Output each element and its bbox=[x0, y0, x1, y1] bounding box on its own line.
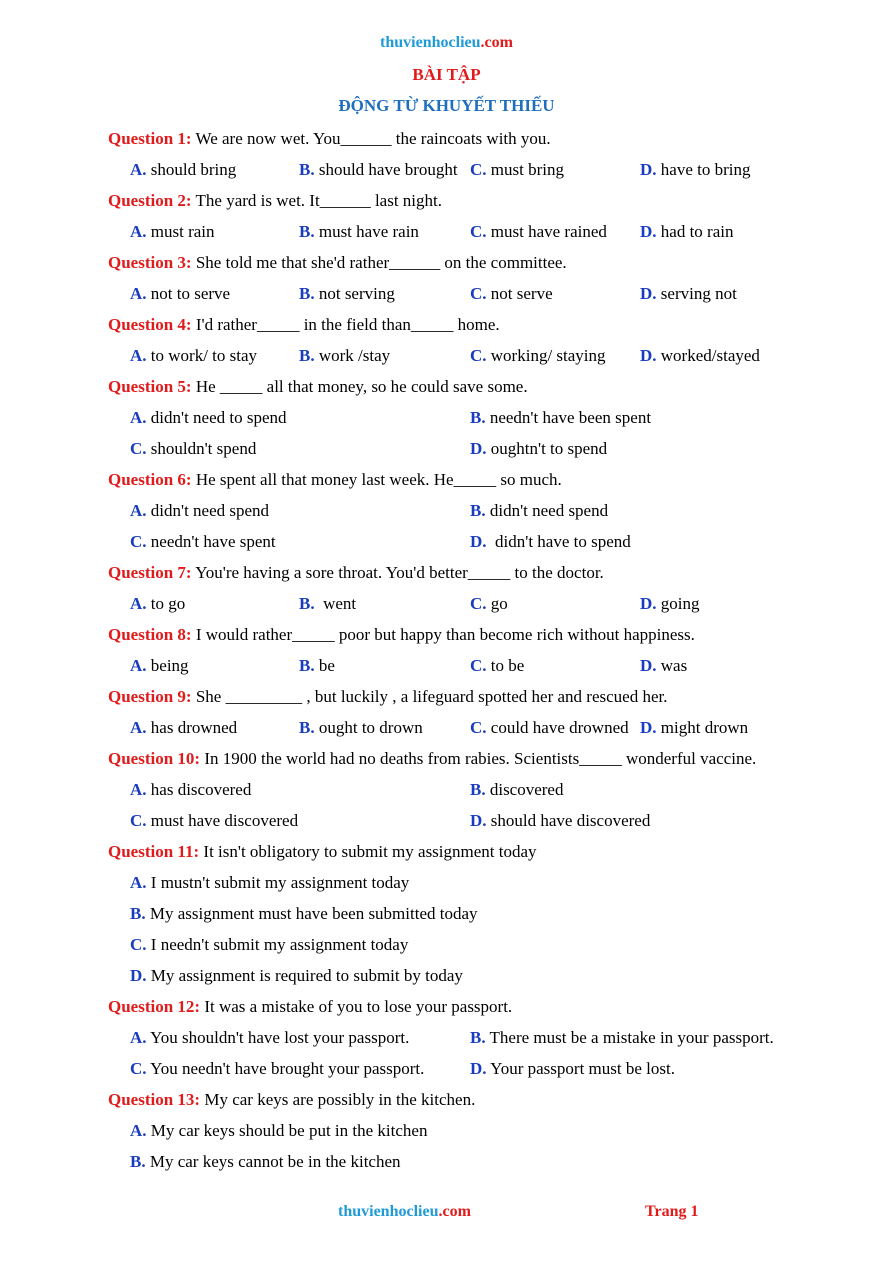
question-number: Question 1: bbox=[108, 129, 192, 148]
option-text: have to bring bbox=[656, 160, 751, 179]
answer-option bbox=[470, 530, 631, 554]
answer-option bbox=[130, 220, 215, 244]
answer-option bbox=[130, 592, 185, 616]
answer-options-row bbox=[108, 592, 868, 623]
option-letter: C. bbox=[130, 935, 147, 954]
option-letter: B. bbox=[470, 780, 486, 799]
option-text: being bbox=[146, 656, 189, 675]
option-letter: D. bbox=[470, 532, 487, 551]
option-text: My assignment is required to submit by today bbox=[146, 966, 463, 985]
brand-name: thuvienhoclieu bbox=[380, 34, 481, 51]
answer-option bbox=[299, 282, 395, 306]
option-letter: B. bbox=[470, 1028, 486, 1047]
answer-option bbox=[470, 654, 524, 678]
question-text: I would rather_____ poor but happy than become rich without happiness. bbox=[191, 625, 695, 644]
answer-option bbox=[130, 158, 236, 182]
question-text: It isn't obligatory to submit my assignment today bbox=[199, 842, 537, 861]
header-site-brand bbox=[0, 34, 893, 52]
option-letter: B. bbox=[299, 222, 315, 241]
option-letter: A. bbox=[130, 780, 147, 799]
answer-options-row bbox=[108, 220, 868, 251]
option-letter: D. bbox=[470, 811, 487, 830]
answer-option bbox=[470, 499, 608, 523]
answer-option bbox=[130, 437, 256, 461]
option-letter: C. bbox=[470, 346, 487, 365]
answer-option bbox=[130, 778, 251, 802]
option-text: must have rained bbox=[486, 222, 607, 241]
option-letter: C. bbox=[130, 532, 147, 551]
answer-option bbox=[470, 282, 553, 306]
question-text: The yard is wet. It______ last night. bbox=[191, 191, 442, 210]
answer-option bbox=[470, 716, 629, 740]
option-letter: C. bbox=[130, 811, 147, 830]
option-text: My car keys should be put in the kitchen bbox=[146, 1121, 428, 1140]
answer-option bbox=[130, 902, 478, 926]
footer-brand-tld: .com bbox=[438, 1203, 471, 1220]
answer-options-row bbox=[108, 1150, 868, 1181]
answer-option bbox=[470, 220, 607, 244]
option-text: work /stay bbox=[314, 346, 391, 365]
option-letter: D. bbox=[470, 439, 487, 458]
option-letter: A. bbox=[130, 160, 147, 179]
option-letter: D. bbox=[130, 966, 147, 985]
answer-option bbox=[470, 158, 564, 182]
answer-option bbox=[299, 654, 335, 678]
question-text: He _____ all that money, so he could save some. bbox=[191, 377, 528, 396]
option-text: must have rain bbox=[314, 222, 419, 241]
answer-option bbox=[640, 592, 700, 616]
answer-option bbox=[640, 716, 748, 740]
option-text: go bbox=[486, 594, 508, 613]
question-text: She _________ , but luckily , a lifeguard spotted her and rescued her. bbox=[191, 687, 668, 706]
answer-option bbox=[299, 220, 419, 244]
answer-options-row bbox=[108, 716, 868, 747]
answer-option bbox=[130, 964, 463, 988]
answer-option bbox=[130, 1119, 427, 1143]
answer-options-row bbox=[108, 437, 868, 468]
option-letter: B. bbox=[130, 904, 146, 923]
option-text: worked/stayed bbox=[656, 346, 760, 365]
option-letter: D. bbox=[640, 160, 657, 179]
option-text: could have drowned bbox=[486, 718, 629, 737]
option-letter: B. bbox=[470, 408, 486, 427]
answer-options-row bbox=[108, 530, 868, 561]
option-letter: A. bbox=[130, 1028, 147, 1047]
brand-tld: .com bbox=[480, 34, 513, 51]
answer-option bbox=[470, 344, 606, 368]
footer-brand-name: thuvienhoclieu bbox=[338, 1203, 439, 1220]
answer-option bbox=[640, 654, 687, 678]
question-list bbox=[108, 127, 868, 1181]
option-letter: D. bbox=[640, 718, 657, 737]
question-number: Question 7: bbox=[108, 563, 192, 582]
answer-option bbox=[640, 158, 750, 182]
option-text: Your passport must be lost. bbox=[486, 1059, 675, 1078]
option-letter: D. bbox=[640, 222, 657, 241]
option-text: didn't need spend bbox=[485, 501, 609, 520]
answer-option bbox=[470, 437, 607, 461]
question-stem bbox=[108, 623, 868, 654]
option-text: needn't have been spent bbox=[485, 408, 652, 427]
option-text: oughtn't to spend bbox=[486, 439, 608, 458]
option-text: I needn't submit my assignment today bbox=[146, 935, 409, 954]
answer-options-row bbox=[108, 964, 868, 995]
question-stem bbox=[108, 561, 868, 592]
answer-option bbox=[130, 344, 257, 368]
answer-options-row bbox=[108, 158, 868, 189]
answer-option bbox=[130, 933, 408, 957]
option-text: needn't have spent bbox=[146, 532, 276, 551]
option-letter: D. bbox=[640, 656, 657, 675]
option-text: has discovered bbox=[146, 780, 252, 799]
option-text: must bring bbox=[486, 160, 564, 179]
answer-options-row bbox=[108, 778, 868, 809]
option-text: discovered bbox=[485, 780, 564, 799]
answer-options-row bbox=[108, 1119, 868, 1150]
option-letter: C. bbox=[470, 656, 487, 675]
answer-option bbox=[130, 1150, 401, 1174]
option-letter: A. bbox=[130, 656, 147, 675]
answer-options-row bbox=[108, 933, 868, 964]
option-letter: A. bbox=[130, 284, 147, 303]
question-text: You're having a sore throat. You'd better_____ to the doctor. bbox=[191, 563, 604, 582]
question-stem bbox=[108, 375, 868, 406]
question-number: Question 4: bbox=[108, 315, 192, 334]
option-letter: A. bbox=[130, 873, 147, 892]
question-number: Question 9: bbox=[108, 687, 192, 706]
option-letter: B. bbox=[299, 656, 315, 675]
option-text: My assignment must have been submitted today bbox=[145, 904, 478, 923]
question-number: Question 6: bbox=[108, 470, 192, 489]
answer-option bbox=[640, 282, 737, 306]
answer-options-row bbox=[108, 871, 868, 902]
option-text: ought to drown bbox=[314, 718, 423, 737]
option-text: be bbox=[314, 656, 335, 675]
option-letter: C. bbox=[470, 718, 487, 737]
question-stem bbox=[108, 313, 868, 344]
option-text: My car keys cannot be in the kitchen bbox=[145, 1152, 401, 1171]
answer-options-row bbox=[108, 406, 868, 437]
option-text: to go bbox=[146, 594, 186, 613]
option-letter: C. bbox=[470, 594, 487, 613]
answer-option bbox=[130, 809, 298, 833]
option-text: went bbox=[314, 594, 357, 613]
answer-option bbox=[130, 1026, 409, 1050]
option-text: You shouldn't have lost your passport. bbox=[146, 1028, 410, 1047]
answer-options-row bbox=[108, 654, 868, 685]
answer-option bbox=[130, 406, 287, 430]
question-number: Question 2: bbox=[108, 191, 192, 210]
option-letter: B. bbox=[130, 1152, 146, 1171]
question-text: We are now wet. You______ the raincoats with you. bbox=[191, 129, 551, 148]
question-stem bbox=[108, 747, 868, 778]
option-letter: A. bbox=[130, 408, 147, 427]
question-number: Question 3: bbox=[108, 253, 192, 272]
answer-option bbox=[470, 406, 651, 430]
option-text: must rain bbox=[146, 222, 215, 241]
option-letter: B. bbox=[299, 284, 315, 303]
option-letter: B. bbox=[299, 346, 315, 365]
option-letter: A. bbox=[130, 1121, 147, 1140]
footer-site-brand bbox=[338, 1203, 471, 1221]
option-text: didn't need to spend bbox=[146, 408, 287, 427]
question-number: Question 11: bbox=[108, 842, 200, 861]
answer-options-row bbox=[108, 1057, 868, 1088]
option-letter: B. bbox=[470, 501, 486, 520]
option-letter: A. bbox=[130, 346, 147, 365]
question-stem bbox=[108, 251, 868, 282]
option-text: must have discovered bbox=[146, 811, 299, 830]
question-text: He spent all that money last week. He_____ so much. bbox=[191, 470, 562, 489]
answer-option bbox=[299, 344, 390, 368]
answer-option bbox=[130, 654, 189, 678]
option-letter: B. bbox=[299, 718, 315, 737]
answer-option bbox=[470, 592, 508, 616]
option-text: didn't need spend bbox=[146, 501, 270, 520]
option-text: serving not bbox=[656, 284, 737, 303]
option-letter: C. bbox=[130, 1059, 147, 1078]
option-letter: B. bbox=[299, 160, 315, 179]
question-stem bbox=[108, 127, 868, 158]
worksheet-title: BÀI TẬP bbox=[412, 65, 481, 84]
answer-option bbox=[640, 344, 760, 368]
question-text: In 1900 the world had no deaths from rabies. Scientists_____ wonderful vaccine. bbox=[200, 749, 757, 768]
question-number: Question 10: bbox=[108, 749, 201, 768]
worksheet-subtitle: ĐỘNG TỪ KHUYẾT THIẾU bbox=[338, 96, 555, 115]
option-letter: C. bbox=[470, 284, 487, 303]
question-stem bbox=[108, 189, 868, 220]
answer-option bbox=[470, 1026, 774, 1050]
page-number: Trang 1 bbox=[645, 1203, 699, 1220]
question-stem bbox=[108, 840, 868, 871]
answer-option bbox=[470, 809, 650, 833]
option-text: might drown bbox=[656, 718, 749, 737]
question-stem bbox=[108, 995, 868, 1026]
option-text: working/ staying bbox=[486, 346, 606, 365]
question-text: My car keys are possibly in the kitchen. bbox=[200, 1090, 476, 1109]
option-text: There must be a mistake in your passport. bbox=[485, 1028, 774, 1047]
option-text: shouldn't spend bbox=[146, 439, 257, 458]
question-stem bbox=[108, 468, 868, 499]
option-letter: C. bbox=[470, 160, 487, 179]
answer-option bbox=[130, 530, 276, 554]
answer-options-row bbox=[108, 809, 868, 840]
option-text: not serving bbox=[314, 284, 395, 303]
answer-option bbox=[130, 1057, 424, 1081]
question-stem bbox=[108, 1088, 868, 1119]
answer-option bbox=[299, 716, 423, 740]
option-letter: D. bbox=[640, 346, 657, 365]
answer-option bbox=[130, 871, 409, 895]
option-text: You needn't have brought your passport. bbox=[146, 1059, 425, 1078]
question-number: Question 12: bbox=[108, 997, 201, 1016]
answer-option bbox=[130, 499, 269, 523]
option-text: I mustn't submit my assignment today bbox=[146, 873, 410, 892]
question-number: Question 13: bbox=[108, 1090, 201, 1109]
answer-option bbox=[470, 1057, 675, 1081]
answer-options-row bbox=[108, 344, 868, 375]
option-letter: B. bbox=[299, 594, 315, 613]
option-letter: A. bbox=[130, 501, 147, 520]
answer-options-row bbox=[108, 282, 868, 313]
answer-option bbox=[470, 778, 563, 802]
answer-options-row bbox=[108, 1026, 868, 1057]
question-number: Question 8: bbox=[108, 625, 192, 644]
option-letter: C. bbox=[470, 222, 487, 241]
option-text: should have brought bbox=[314, 160, 458, 179]
option-text: to be bbox=[486, 656, 525, 675]
option-text: didn't have to spend bbox=[486, 532, 631, 551]
option-text: not serve bbox=[486, 284, 553, 303]
option-letter: C. bbox=[130, 439, 147, 458]
question-stem bbox=[108, 685, 868, 716]
answer-options-row bbox=[108, 902, 868, 933]
option-letter: D. bbox=[640, 594, 657, 613]
answer-option bbox=[640, 220, 733, 244]
option-text: has drowned bbox=[146, 718, 238, 737]
question-text: I'd rather_____ in the field than_____ home. bbox=[191, 315, 500, 334]
option-text: should have discovered bbox=[486, 811, 651, 830]
question-text: She told me that she'd rather______ on the committee. bbox=[191, 253, 567, 272]
answer-option bbox=[299, 592, 356, 616]
answer-options-row bbox=[108, 499, 868, 530]
option-text: had to rain bbox=[656, 222, 734, 241]
option-text: was bbox=[656, 656, 688, 675]
answer-option bbox=[130, 282, 230, 306]
option-letter: D. bbox=[640, 284, 657, 303]
answer-option bbox=[299, 158, 458, 182]
option-text: should bring bbox=[146, 160, 237, 179]
option-text: not to serve bbox=[146, 284, 231, 303]
question-text: It was a mistake of you to lose your passport. bbox=[200, 997, 513, 1016]
option-text: going bbox=[656, 594, 700, 613]
option-letter: A. bbox=[130, 718, 147, 737]
option-letter: A. bbox=[130, 594, 147, 613]
option-text: to work/ to stay bbox=[146, 346, 258, 365]
question-number: Question 5: bbox=[108, 377, 192, 396]
answer-option bbox=[130, 716, 237, 740]
option-letter: A. bbox=[130, 222, 147, 241]
option-letter: D. bbox=[470, 1059, 487, 1078]
